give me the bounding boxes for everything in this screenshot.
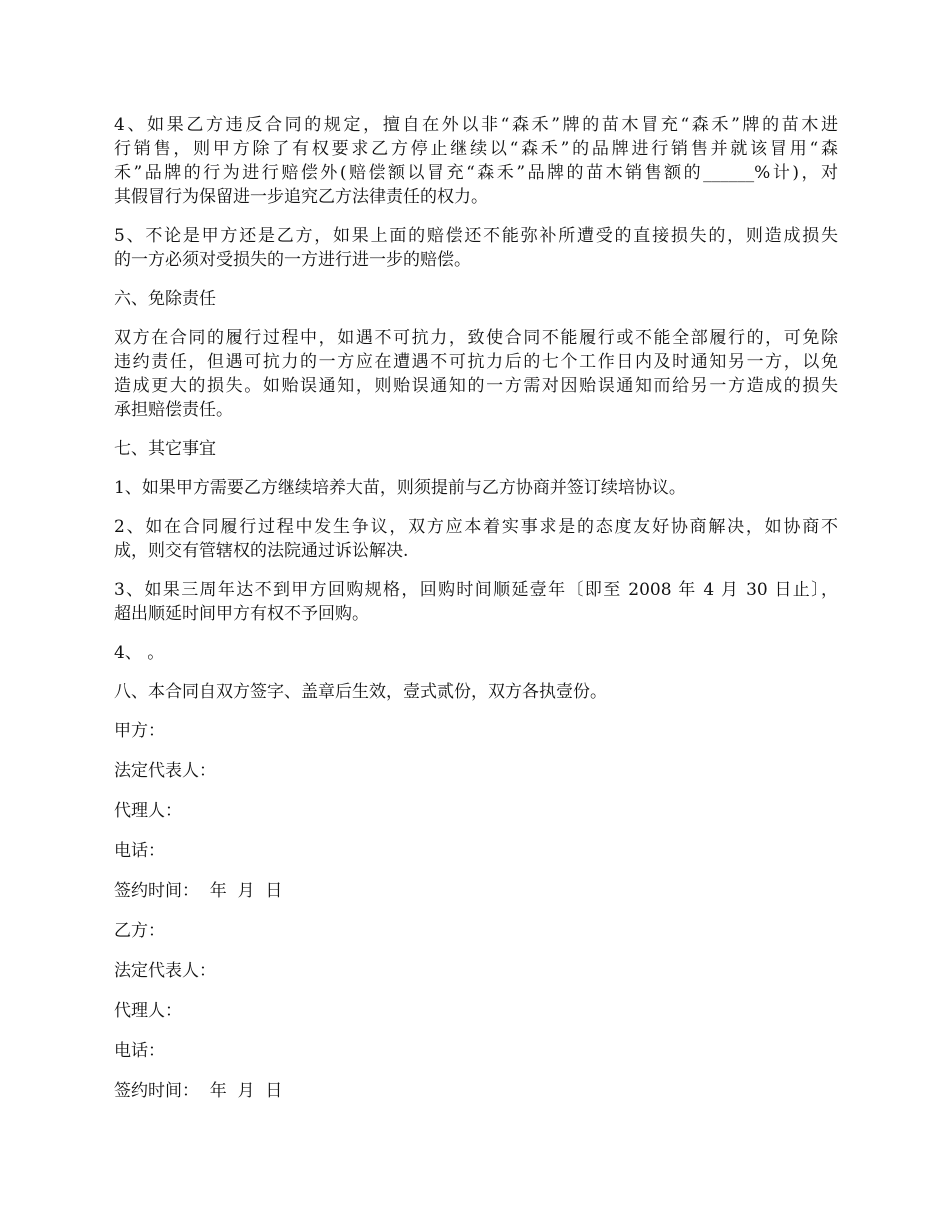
section-7-item-4: 4、 。 [114,643,165,663]
text-line: 3、如果三周年达不到甲方回购规格，回购时间顺延壹年〔即至 2008 年 4 月 30 日止〕， [114,580,838,600]
text-line: 造成更大的损失。如贻误通知，则贻误通知的一方需对因贻误通知而给另一方造成的损失 [114,376,838,396]
text-line: 5、不论是甲方还是乙方，如果上面的赔偿还不能弥补所遭受的直接损失的，则造成损失 [114,226,838,246]
section-7-heading: 七、其它事宜 [114,439,216,459]
text-line: 4、如果乙方违反合同的规定，擅自在外以非“森禾”牌的苗木冒充“森禾”牌的苗木进 [114,115,838,135]
section-7-item-2 [114,515,838,563]
text-line: 超出顺延时间甲方有权不予回购。 [114,604,369,624]
text-line: 行销售，则甲方除了有权要求乙方停止继续以“森禾”的品牌进行销售并就该冒用“森 [114,139,838,159]
section-7-item-3 [114,578,838,626]
party-b-sign-date: 签约时间： 年 月 日 [114,1081,283,1101]
section-6-paragraph [114,326,838,422]
section-8-paragraph: 八、本合同自双方签字、盖章后生效，壹式贰份，双方各执壹份。 [114,682,607,702]
party-b-label: 乙方： [114,921,165,941]
text-line: 1、如果甲方需要乙方继续培养大苗，则须提前与乙方协商并签订续培协议。 [114,478,686,498]
party-a-sign-date: 签约时间： 年 月 日 [114,881,283,901]
clause-4-paragraph [114,113,838,209]
clause-5-paragraph [114,224,838,272]
party-a-agent: 代理人： [114,801,182,821]
text-line: 其假冒行为保留进一步追究乙方法律责任的权力。 [114,187,488,207]
contract-page [114,113,838,1119]
section-7-item-1 [114,476,838,500]
party-a-label: 甲方： [114,721,165,741]
party-b-agent: 代理人： [114,1001,182,1021]
party-a-phone: 电话： [114,841,165,861]
section-6-heading: 六、免除责任 [114,289,216,309]
text-line: 的一方必须对受损失的一方进行进一步的赔偿。 [114,250,471,270]
text-line: 成，则交有管辖权的法院通过诉讼解决. [114,541,409,561]
text-line: 禾”品牌的行为进行赔偿外(赔偿额以冒充“森禾”品牌的苗木销售额的______%计)，对 [114,163,838,183]
text-line: 违约责任，但遇可抗力的一方应在遭遇不可抗力后的七个工作日内及时通知另一方，以免 [114,352,838,372]
party-a-representative: 法定代表人： [114,761,216,781]
party-b-representative: 法定代表人： [114,961,216,981]
text-line: 2、如在合同履行过程中发生争议，双方应本着实事求是的态度友好协商解决，如协商不 [114,517,838,537]
text-line: 承担赔偿责任。 [114,400,233,420]
party-b-phone: 电话： [114,1041,165,1061]
text-line: 双方在合同的履行过程中，如遇不可抗力，致使合同不能履行或不能全部履行的，可免除 [114,328,838,348]
